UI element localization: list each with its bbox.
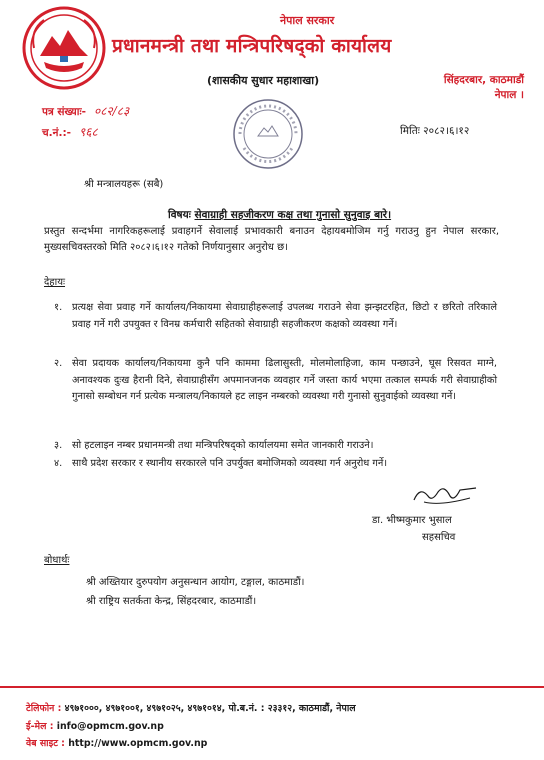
subject-line (168, 208, 391, 222)
dispatch-value: ९६८ (79, 125, 98, 139)
government-name: नेपाल सरकार (280, 14, 335, 27)
address-line: सिंहदरबार, काठमाडौं (443, 74, 524, 86)
directive-item (54, 438, 497, 455)
signer-title: सहसचिव (422, 532, 456, 543)
intro-paragraph: प्रस्तुत सन्दर्भमा नागरिकहरूलाई प्रवाहगर्ने सेवालाई प्रभावकारी बनाउन देहायबमोजिम गर्नु गराउनु हुन नेपाल सरकार, मुख्यसचिवस्तरको मिति २०८२।६।१२ गतेको निर्णयानुसार अनुरोध छ। (44, 226, 499, 253)
subject-label: विषयः (168, 209, 191, 221)
website-label: वेब साइट : (26, 738, 65, 749)
directive-item (54, 356, 497, 406)
directive-text: प्रत्यक्ष सेवा प्रवाह गर्ने कार्यालय/निकायमा सेवाग्राहीहरूलाई उपलब्ध गराउने सेवा झन्झटरहित, छिटो र छरितो तरिकाले प्रवाह गर्ने गरी उपयुक्त र विनम्र कर्मचारी सहितको सेवाग्राही सहजीकरण कक्षको व्यवस्था गर्ने। (72, 302, 497, 330)
recipient: श्री मन्त्रालयहरू (सबै) (84, 179, 164, 190)
directives-heading: देहायः (44, 277, 66, 288)
footer-website (26, 736, 207, 749)
letter-date: मितिः २०८२।६।१२ (400, 125, 470, 137)
directive-text: सो हटलाइन नम्बर प्रधानमन्त्री तथा मन्त्रिपरिषद्को कार्यालयमा समेत जानकारी गराउने। (72, 440, 374, 451)
phone-value: ४९७१०००, ४९७१००१, ४९७१०२५, ४९७१०१४, पो.ब.नं. : २३३१२, काठमाडौं, नेपाल (64, 703, 356, 714)
cc-item: श्री राष्ट्रिय सतर्कता केन्द्र, सिंहदरबार, काठमाडौं। (86, 596, 257, 607)
office-address (428, 73, 524, 103)
nepal-emblem-icon (22, 6, 106, 90)
signer-name: डा. भीष्मकुमार भुसाल (372, 515, 452, 526)
footer-email (26, 719, 164, 732)
directive-text: साथै प्रदेश सरकार र स्थानीय सरकारले पनि उपर्युक्त बमोजिमको व्यवस्था गर्न अनुरोध गर्ने। (72, 458, 388, 469)
reference-value: ०८२/८३ (93, 104, 130, 118)
phone-label: टेलिफोन : (26, 703, 62, 714)
reference-number (42, 102, 129, 119)
subject-text: सेवाग्राही सहजीकरण कक्ष तथा गुनासो सुनुवाइ बारे। (194, 209, 392, 221)
website-link[interactable]: http://www.opmcm.gov.np (68, 738, 208, 749)
directive-item (54, 456, 497, 473)
footer-divider (0, 686, 544, 688)
email-link[interactable]: info@opmcm.gov.np (56, 721, 164, 732)
office-seal-stamp (230, 96, 306, 172)
cc-heading: बोधार्थः (44, 555, 70, 566)
dispatch-label: च.नं.:- (42, 127, 72, 139)
reference-label: पत्र संख्याः- (42, 106, 86, 118)
directive-number: ३. (54, 440, 63, 451)
dispatch-number (42, 123, 98, 140)
cc-item: श्री अख्तियार दुरुपयोग अनुसन्धान आयोग, टङ्गाल, काठमाडौं। (86, 577, 305, 588)
directive-number: ४. (54, 458, 63, 469)
office-title: प्रधानमन्त्री तथा मन्त्रिपरिषद्को कार्यालय (112, 35, 392, 57)
email-label: ई-मेल : (26, 721, 54, 732)
handwritten-signature (410, 482, 480, 508)
directive-text: सेवा प्रदायक कार्यालय/निकायमा कुनै पनि काममा ढिलासुस्ती, मोलमोलाहिजा, काम पन्छाउने, घूस रिसवत माग्ने, अनावश्यक दुःख हैरानी दिने, सेवाग्राहीसँग अपमानजनक व्यवहार गर्ने जस्ता कार्य भएमा तत्काल सम्पर्क गरी सेवाग्राहीको गुनासो सम्बोधन गर्न प्रत्येक मन्त्रालय/निकायले हट लाइन नम्बरको व्यवस्था गरी गुनासो सुनुवाईको व्यवस्था गर्ने। (72, 358, 497, 402)
footer-phone (26, 701, 356, 714)
address-line: नेपाल । (494, 89, 524, 101)
wing-name: (शासकीय सुधार महाशाखा) (207, 74, 320, 87)
directive-number: २. (54, 358, 63, 369)
directive-number: १. (54, 302, 63, 313)
directive-item (54, 300, 497, 333)
